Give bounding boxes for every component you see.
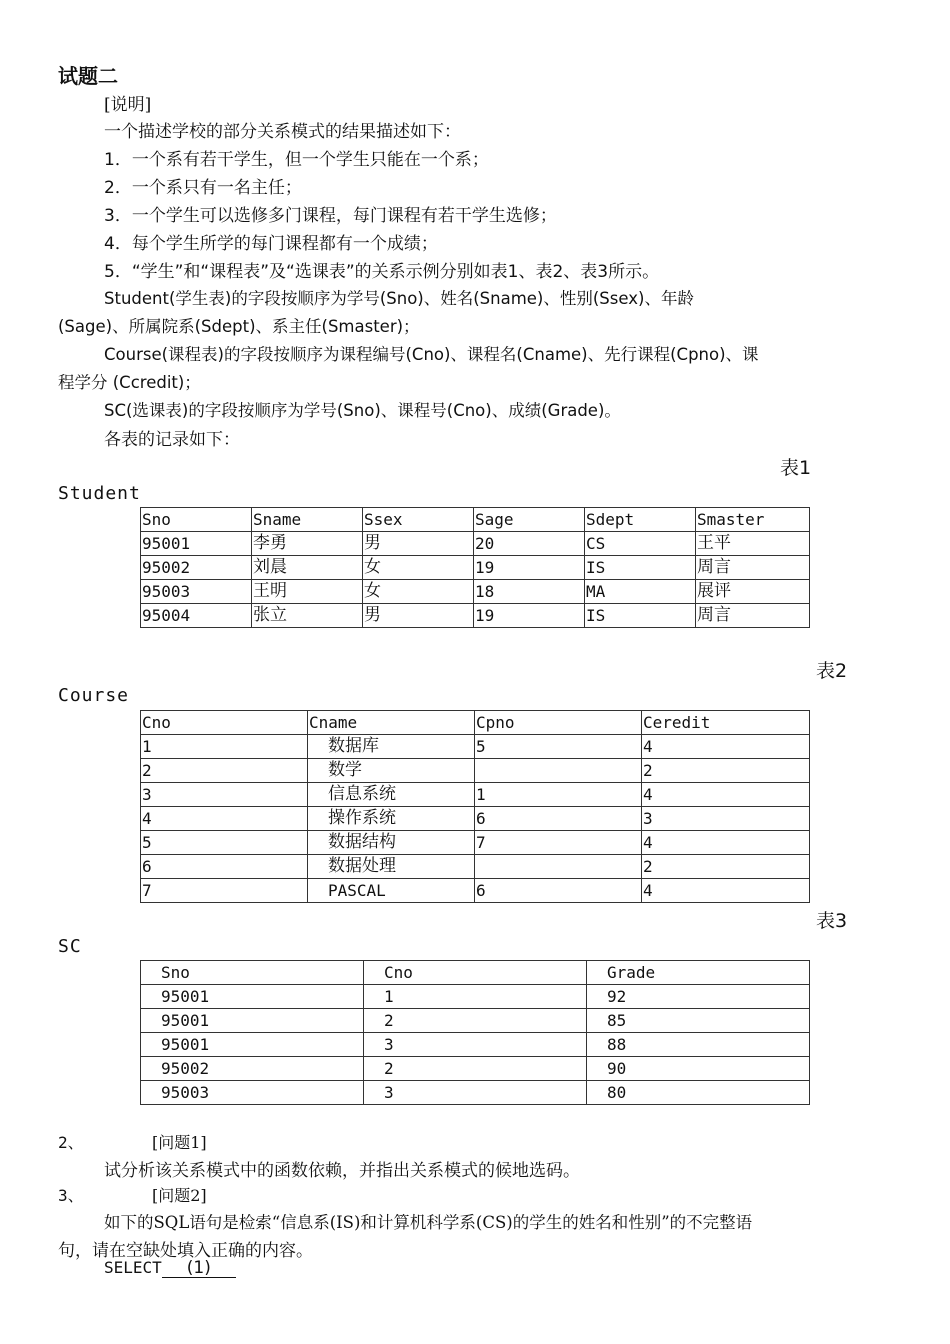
table-cell: 7 bbox=[475, 831, 642, 855]
table-cell: 1 bbox=[141, 735, 308, 759]
table-cell bbox=[475, 855, 642, 879]
sc-desc: SC(选课表)的字段按顺序为学号(Sno)、课程号(Cno)、成绩(Grade)。 bbox=[104, 401, 621, 420]
table-cell: 6 bbox=[475, 879, 642, 903]
header-cell: Sage bbox=[474, 508, 585, 532]
table-row bbox=[141, 556, 810, 580]
table-cell: 2 bbox=[642, 855, 810, 879]
table-cell: 数学 bbox=[308, 759, 475, 783]
course-desc-line-1: Course(课程表)的字段按顺序为课程编号(Cno)、课程名(Cname)、先行课程(Cpno)、课 bbox=[104, 345, 759, 364]
table-cell: 95003 bbox=[141, 580, 252, 604]
table-cell: 3 bbox=[642, 807, 810, 831]
table-cell: 95003 bbox=[141, 1081, 364, 1105]
table-row bbox=[141, 532, 810, 556]
table-cell: 85 bbox=[587, 1009, 810, 1033]
table-cell: 男 bbox=[363, 604, 474, 628]
table-cell: 19 bbox=[474, 604, 585, 628]
table-cell: 95002 bbox=[141, 556, 252, 580]
table-cell: 6 bbox=[475, 807, 642, 831]
table-row bbox=[141, 580, 810, 604]
table-cell: CS bbox=[585, 532, 696, 556]
table-cell: 张立 bbox=[252, 604, 363, 628]
table-cell: 95004 bbox=[141, 604, 252, 628]
header-cell: Sno bbox=[141, 508, 252, 532]
table-row bbox=[141, 855, 810, 879]
answer-blank-1: (1) bbox=[162, 1259, 236, 1278]
header-cell: Smaster bbox=[696, 508, 810, 532]
table-cell: 4 bbox=[642, 831, 810, 855]
intro-item-3: 3．一个学生可以选修多门课程，每门课程有若干学生选修； bbox=[104, 206, 557, 226]
question2-text-line-2: 句，请在空缺处填入正确的内容。 bbox=[58, 1241, 313, 1261]
table-cell: 6 bbox=[141, 855, 308, 879]
table-cell: 刘晨 bbox=[252, 556, 363, 580]
question1-label: [问题1] bbox=[152, 1133, 207, 1152]
table-cell: 展评 bbox=[696, 580, 810, 604]
table-cell: 2 bbox=[364, 1057, 587, 1081]
question1-text: 试分析该关系模式中的函数依赖，并指出关系模式的候地选码。 bbox=[104, 1161, 580, 1181]
table-cell: 95001 bbox=[141, 532, 252, 556]
header-cell: Cno bbox=[364, 961, 587, 985]
table-cell: 92 bbox=[587, 985, 810, 1009]
table-cell: 1 bbox=[364, 985, 587, 1009]
table-cell: 7 bbox=[141, 879, 308, 903]
intro-lead: 一个描述学校的部分关系模式的结果描述如下： bbox=[104, 122, 461, 142]
sql-select-line bbox=[104, 1258, 236, 1278]
records-lead: 各表的记录如下： bbox=[104, 430, 240, 450]
header-cell: Ssex bbox=[363, 508, 474, 532]
header-cell: Ceredit bbox=[642, 711, 810, 735]
intro-item-5: 5．“学生”和“课程表”及“选课表”的关系示例分别如表1、表2、表3所示。 bbox=[104, 262, 660, 282]
table-cell: 88 bbox=[587, 1033, 810, 1057]
student-desc-line-2: (Sage)、所属院系(Sdept)、系主任(Smaster)； bbox=[58, 317, 420, 336]
table-cell: 信息系统 bbox=[308, 783, 475, 807]
intro-item-1: 1．一个系有若干学生，但一个学生只能在一个系； bbox=[104, 150, 489, 170]
intro-item-2: 2．一个系只有一名主任； bbox=[104, 178, 302, 198]
header-cell: Sno bbox=[141, 961, 364, 985]
table-cell: 王平 bbox=[696, 532, 810, 556]
table1-label: 表1 bbox=[780, 457, 812, 479]
table2-label: 表2 bbox=[816, 660, 848, 682]
question2-text-line-1: 如下的SQL语句是检索“信息系(IS)和计算机科学系(CS)的学生的姓名和性别”的不完整语 bbox=[104, 1213, 753, 1232]
table-cell: 3 bbox=[141, 783, 308, 807]
table-cell: PASCAL bbox=[308, 879, 475, 903]
table-cell: 95001 bbox=[141, 1009, 364, 1033]
sql-select-keyword: SELECT bbox=[104, 1258, 162, 1277]
table-cell: 数据结构 bbox=[308, 831, 475, 855]
table-row bbox=[141, 1009, 810, 1033]
table-cell: 3 bbox=[364, 1081, 587, 1105]
table-row bbox=[141, 783, 810, 807]
table-cell: 20 bbox=[474, 532, 585, 556]
table-cell: 数据处理 bbox=[308, 855, 475, 879]
table-cell bbox=[475, 759, 642, 783]
table-cell: 19 bbox=[474, 556, 585, 580]
table-row bbox=[141, 735, 810, 759]
question1-number: 2、 bbox=[58, 1133, 84, 1152]
table-cell: 5 bbox=[141, 831, 308, 855]
header-cell: Grade bbox=[587, 961, 810, 985]
table-cell: 95001 bbox=[141, 1033, 364, 1057]
table-cell: 女 bbox=[363, 556, 474, 580]
table-row bbox=[141, 1057, 810, 1081]
table-cell: 3 bbox=[364, 1033, 587, 1057]
table-cell: 4 bbox=[642, 735, 810, 759]
header-cell: Cno bbox=[141, 711, 308, 735]
table-row bbox=[141, 604, 810, 628]
table-cell: 90 bbox=[587, 1057, 810, 1081]
intro-item-4: 4．每个学生所学的每门课程都有一个成绩； bbox=[104, 234, 438, 254]
page-title: 试题二 bbox=[58, 64, 118, 88]
table-cell: IS bbox=[585, 604, 696, 628]
table2-name: Course bbox=[58, 685, 130, 706]
sc-table bbox=[140, 960, 810, 1105]
table-cell: 男 bbox=[363, 532, 474, 556]
table-cell: MA bbox=[585, 580, 696, 604]
table-row bbox=[141, 1081, 810, 1105]
table-row bbox=[141, 807, 810, 831]
table1-name: Student bbox=[58, 483, 141, 504]
table-row bbox=[141, 831, 810, 855]
table-cell: 5 bbox=[475, 735, 642, 759]
table-cell: 95001 bbox=[141, 985, 364, 1009]
question2-label: [问题2] bbox=[152, 1186, 207, 1205]
table-cell: 4 bbox=[642, 879, 810, 903]
table-cell: 周言 bbox=[696, 604, 810, 628]
student-desc-line-1: Student(学生表)的字段按顺序为学号(Sno)、姓名(Sname)、性别(Ssex)、年龄 bbox=[104, 289, 694, 308]
explanation-label: [说明] bbox=[104, 95, 152, 115]
table-cell: 操作系统 bbox=[308, 807, 475, 831]
table-cell: 2 bbox=[141, 759, 308, 783]
table-row bbox=[141, 879, 810, 903]
table-header-row bbox=[141, 961, 810, 985]
table-cell: 80 bbox=[587, 1081, 810, 1105]
header-cell: Sname bbox=[252, 508, 363, 532]
course-desc-line-2: 程学分 (Ccredit)； bbox=[58, 373, 201, 392]
table-header-row bbox=[141, 711, 810, 735]
table-cell: 女 bbox=[363, 580, 474, 604]
question2-number: 3、 bbox=[58, 1186, 84, 1205]
course-table bbox=[140, 710, 810, 903]
header-cell: Cpno bbox=[475, 711, 642, 735]
header-cell: Sdept bbox=[585, 508, 696, 532]
table-cell: 95002 bbox=[141, 1057, 364, 1081]
table-cell: 李勇 bbox=[252, 532, 363, 556]
table-cell: 4 bbox=[141, 807, 308, 831]
table-row bbox=[141, 759, 810, 783]
table-cell: 王明 bbox=[252, 580, 363, 604]
table-cell: 数据库 bbox=[308, 735, 475, 759]
table-cell: 4 bbox=[642, 783, 810, 807]
table-cell: 1 bbox=[475, 783, 642, 807]
table-header-row bbox=[141, 508, 810, 532]
table-cell: 周言 bbox=[696, 556, 810, 580]
table-cell: 2 bbox=[364, 1009, 587, 1033]
student-table bbox=[140, 507, 810, 628]
table-row bbox=[141, 1033, 810, 1057]
header-cell: Cname bbox=[308, 711, 475, 735]
table-cell: 18 bbox=[474, 580, 585, 604]
table-row bbox=[141, 985, 810, 1009]
table3-name: SC bbox=[58, 936, 82, 957]
table-cell: IS bbox=[585, 556, 696, 580]
table-cell: 2 bbox=[642, 759, 810, 783]
table3-label: 表3 bbox=[816, 910, 848, 932]
